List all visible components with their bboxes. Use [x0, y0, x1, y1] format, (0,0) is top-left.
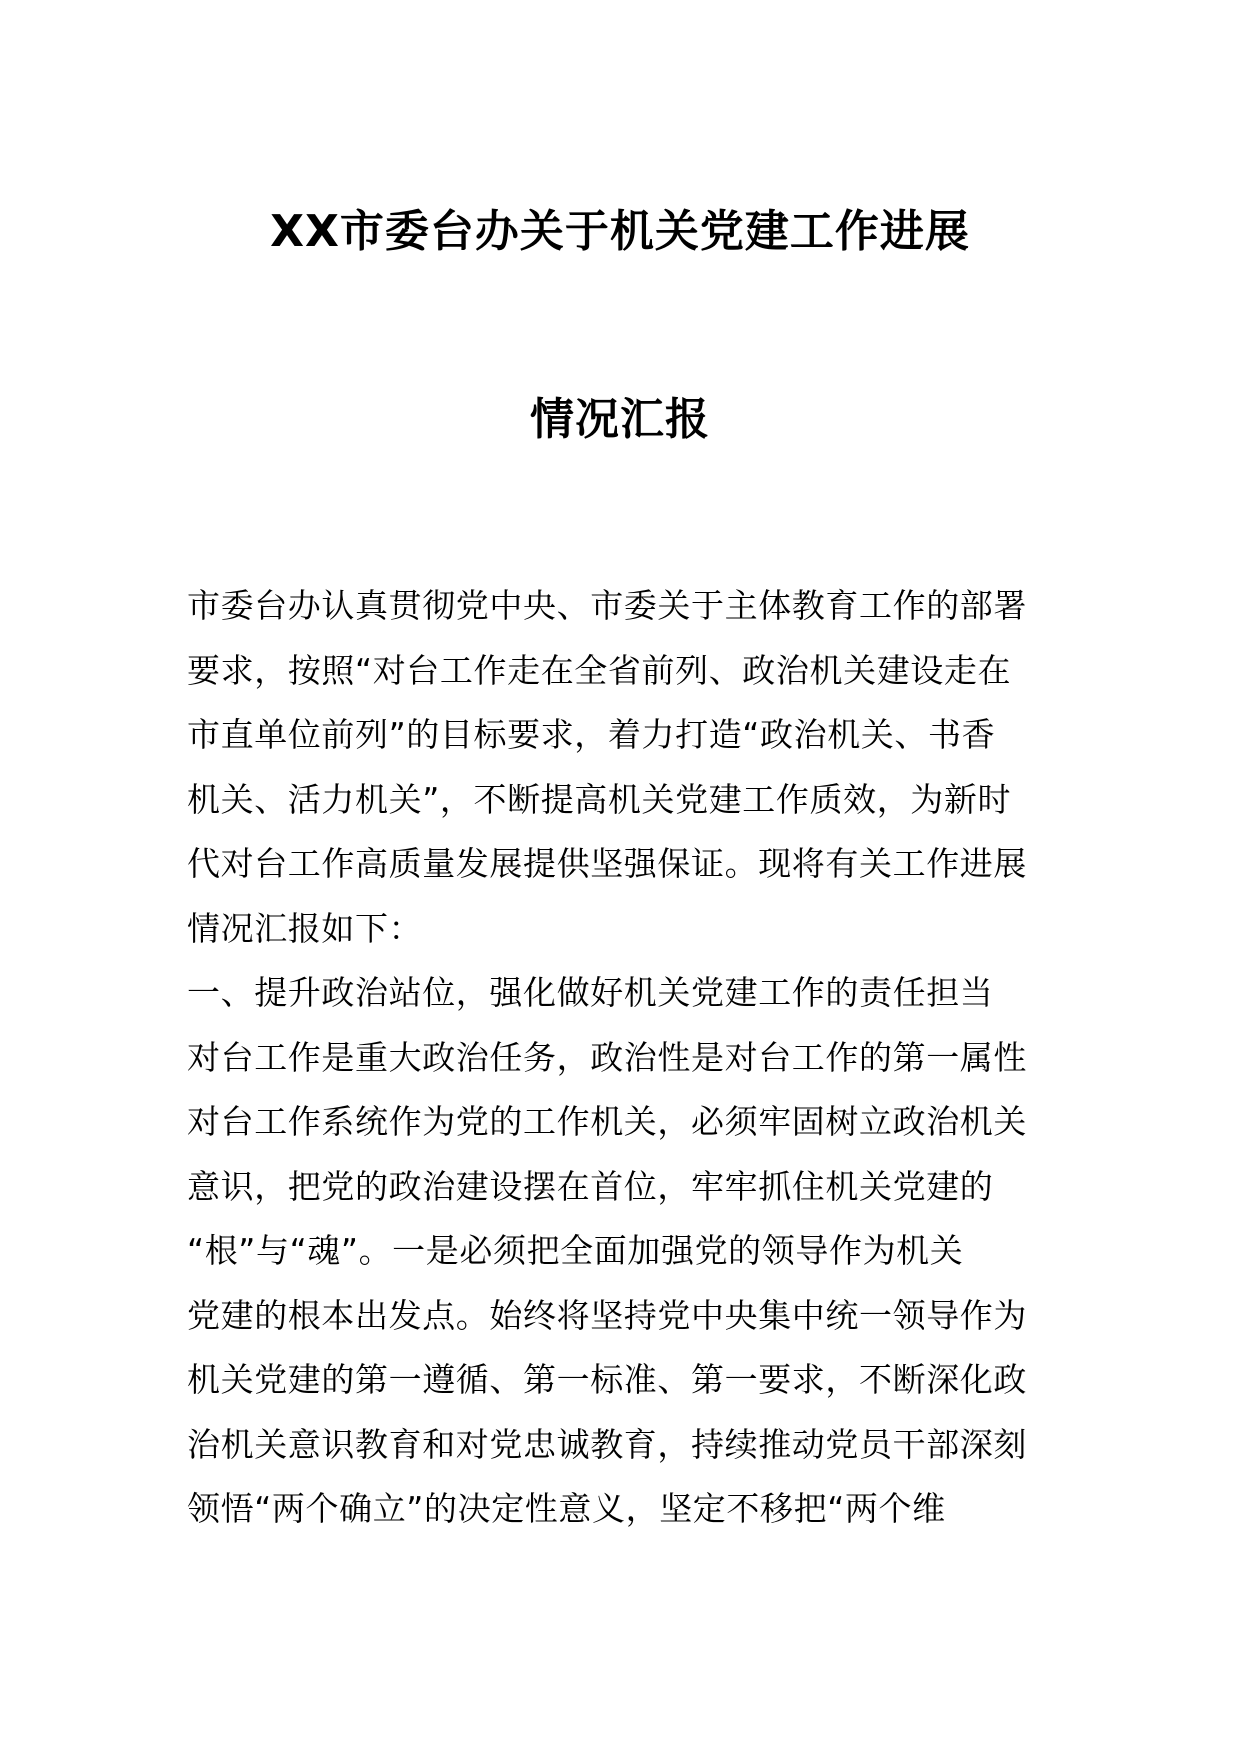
body-line: 意识，把党的政治建设摆在首位，牢牢抓住机关党建的	[187, 1166, 994, 1206]
document-title-line-2: 情况汇报	[530, 394, 710, 445]
body-line: 要求，按照“对台工作走在全省前列、政治机关建设走在	[187, 650, 1012, 690]
section-heading: 一、提升政治站位，强化做好机关党建工作的责任担当	[187, 973, 994, 1012]
body-line: 治机关意识教育和对党忠诚教育，持续推动党员干部深刻	[187, 1424, 1027, 1464]
body-line: “根”与“魂”。一是必须把全面加强党的领导作为机关	[187, 1231, 964, 1270]
body-line: 党建的根本出发点。始终将坚持党中央集中统一领导作为	[187, 1295, 1027, 1335]
body-line: 市委台办认真贯彻党中央、市委关于主体教育工作的部署	[187, 586, 1027, 625]
body-line: 代对台工作高质量发展提供坚强保证。现将有关工作进展	[187, 844, 1027, 883]
body-line: 对台工作是重大政治任务，政治性是对台工作的第一属性	[187, 1037, 1027, 1077]
body-line: 机关党建的第一遵循、第一标准、第一要求，不断深化政	[187, 1360, 1027, 1399]
body-line: 机关、活力机关”，不断提高机关党建工作质效，为新时	[187, 779, 1012, 819]
document-title-line-1: XX市委台办关于机关党建工作进展	[270, 206, 970, 257]
document-body	[187, 574, 1067, 1542]
body-line: 对台工作系统作为党的工作机关，必须牢固树立政治机关	[187, 1102, 1027, 1141]
body-line: 情况汇报如下：	[187, 908, 423, 948]
body-line: 市直单位前列”的目标要求，着力打造“政治机关、书香	[187, 715, 996, 754]
body-line: 领悟“两个确立”的决定性意义，坚定不移把“两个维	[187, 1489, 946, 1528]
